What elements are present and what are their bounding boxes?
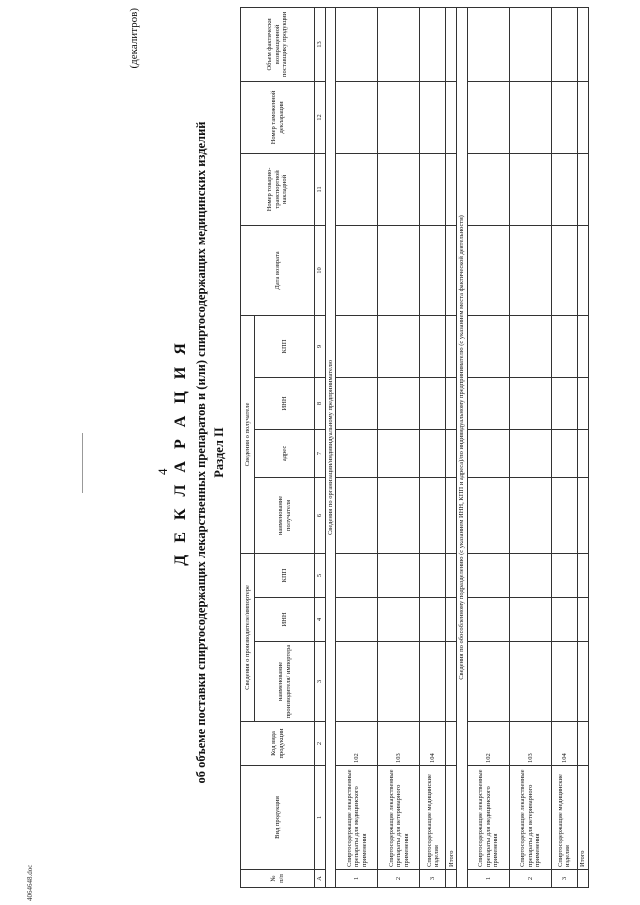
- col-number: А: [315, 870, 326, 888]
- header-recipient-name: наименование получателя: [255, 477, 315, 553]
- col-number: 9: [315, 315, 326, 377]
- table-row: [551, 7, 577, 887]
- col-number: 4: [315, 598, 326, 642]
- row-product-code: 102: [467, 722, 509, 766]
- row-product-type: Спиртосодержащие лекарственные препараты для медицинского применения: [467, 766, 509, 870]
- table-row: [336, 7, 378, 887]
- header-recipient-address: адрес: [255, 429, 315, 477]
- signature-line: [82, 433, 83, 493]
- row-no: 2: [378, 870, 420, 888]
- header-recipient-kpp: КПП: [255, 315, 315, 377]
- header-manufacturer-name: наименование производителя/ импортера: [255, 642, 315, 722]
- col-number: 11: [315, 153, 326, 225]
- row-no: 3: [420, 870, 446, 888]
- table-row: [420, 7, 446, 887]
- section2-caption: Сведения по обособленному подразделению (с указанием ИНН, КПП и адреса)/по индивидуальному предпринимателю (с указанием места фактической деятельности): [457, 7, 467, 887]
- table-row: [467, 7, 509, 887]
- header-row-no: № п/п: [241, 870, 315, 888]
- header-recipient-inn: ИНН: [255, 377, 315, 429]
- col-number: 5: [315, 553, 326, 597]
- col-number: 10: [315, 225, 326, 315]
- header-returned-volume: Объем фактически возвращенной поставщику продукции: [241, 7, 315, 81]
- total-label: Итого: [577, 766, 588, 870]
- document-subtitle: об объеме поставки спиртосодержащих лекарственных препаратов и (или) спиртосодержащих медицинских изделий: [194, 121, 208, 784]
- header-manufacturer-kpp: КПП: [255, 553, 315, 597]
- total-row: [446, 7, 457, 887]
- col-number: 6: [315, 477, 326, 553]
- table-row: [509, 7, 551, 887]
- col-number: 3: [315, 642, 326, 722]
- row-product-type: Спиртосодержащие лекарственные препараты для медицинского применения: [336, 766, 378, 870]
- header-recipient-group: Сведения о получателе: [241, 315, 255, 553]
- footer-code: 4064648.doc: [26, 864, 34, 901]
- row-no: 1: [467, 870, 509, 888]
- total-label: Итого: [446, 766, 457, 870]
- header-product-code: Код вида продукции: [241, 722, 315, 766]
- row-product-code: 103: [509, 722, 551, 766]
- row-product-code: 103: [378, 722, 420, 766]
- row-product-code: 102: [336, 722, 378, 766]
- header-waybill-no: Номер товарно-транспортной накладной: [241, 153, 315, 225]
- row-product-type: Спиртосодержащие медицинские изделия: [420, 766, 446, 870]
- header-product-type: Вид продукции: [241, 766, 315, 870]
- header-return-date: Дата возврата: [241, 225, 315, 315]
- col-number: 7: [315, 429, 326, 477]
- row-product-code: 104: [420, 722, 446, 766]
- section1-caption: Сведения по организации/индивидуальному предпринимателю: [326, 7, 336, 887]
- row-product-type: Спиртосодержащие лекарственные препараты для ветеринарного применения: [378, 766, 420, 870]
- row-no: 2: [509, 870, 551, 888]
- col-number: 2: [315, 722, 326, 766]
- row-product-type: Спиртосодержащие медицинские изделия: [551, 766, 577, 870]
- unit-label: (декалитров): [128, 8, 140, 69]
- header-customs-no: Номер таможенной декларации: [241, 81, 315, 153]
- row-no: 1: [336, 870, 378, 888]
- row-no: 3: [551, 870, 577, 888]
- page-number: 4: [155, 468, 170, 475]
- section-heading: Раздел II: [212, 427, 226, 478]
- header-manufacturer-group: Сведения о производителе/импортере: [241, 553, 255, 721]
- row-product-code: 104: [551, 722, 577, 766]
- col-number: 8: [315, 377, 326, 429]
- document-title: Д Е К Л А Р А Ц И Я: [172, 339, 189, 566]
- header-manufacturer-inn: ИНН: [255, 598, 315, 642]
- total-row: [577, 7, 588, 887]
- table-row: [378, 7, 420, 887]
- row-product-type: Спиртосодержащие лекарственные препараты для ветеринарного применения: [509, 766, 551, 870]
- declaration-table: [240, 7, 589, 888]
- col-number: 12: [315, 81, 326, 153]
- col-number: 1: [315, 766, 326, 870]
- col-number: 13: [315, 7, 326, 81]
